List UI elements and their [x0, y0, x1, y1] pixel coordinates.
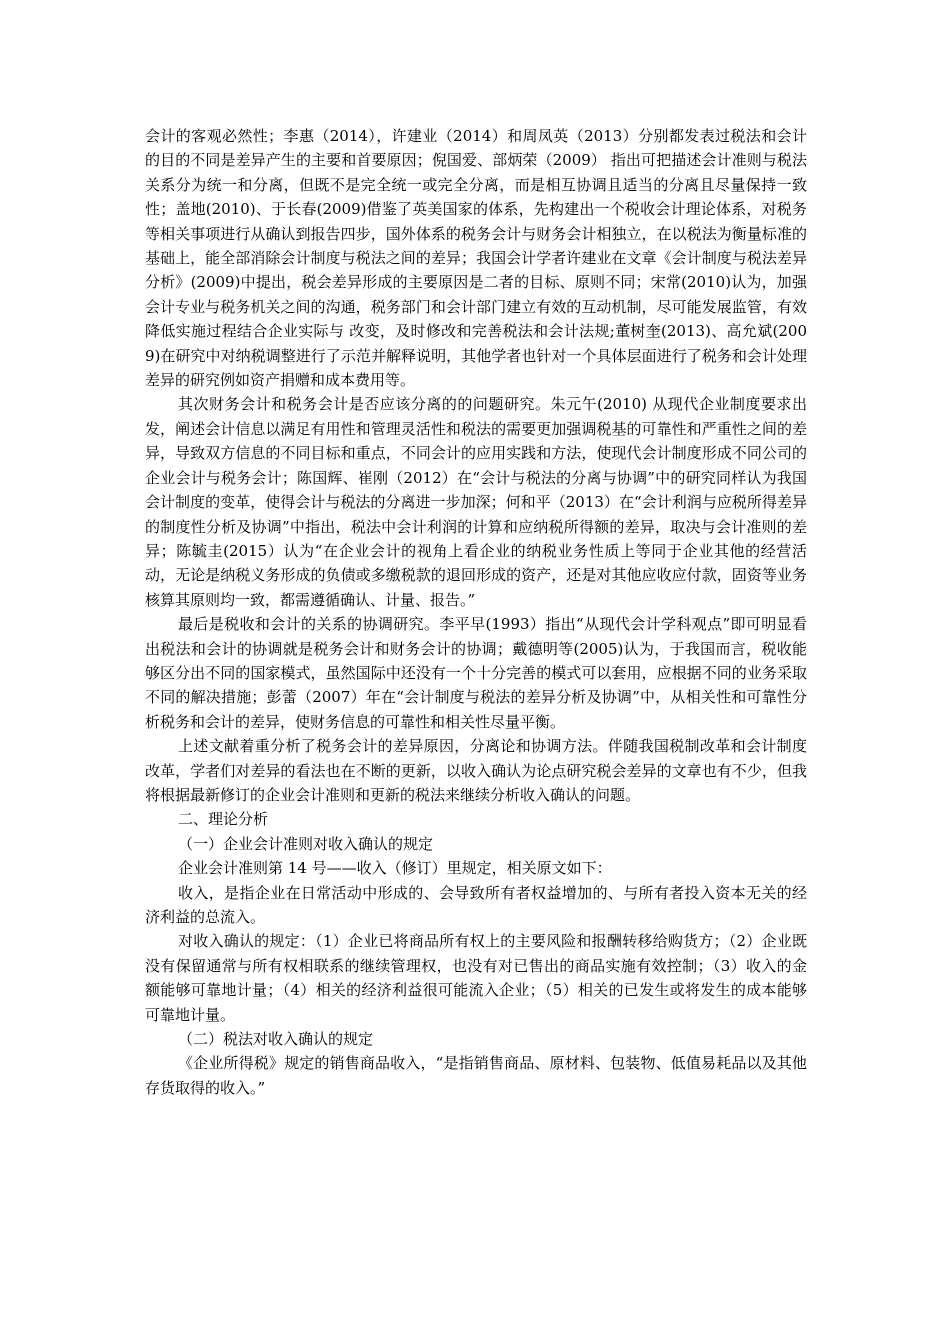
paragraph-review-summary: 上述文献着重分析了税务会计的差异原因，分离论和协调方法。伴随我国税制改革和会计制度改革，学者们对差异的看法也在不断的更新，以收入确认为论点研究税会差异的文章也有不少，但我将根据最新修订的企业会计准则和更新的税法来继续分析收入确认的问题。 — [145, 737, 807, 804]
subsection-heading-accounting-standard: （一）企业会计准则对收入确认的规定 — [178, 834, 434, 853]
paragraph-revenue-definition: 收入，是指企业在日常活动中形成的、会导致所有者权益增加的、与所有者投入资本无关的经济利益的总流入。 — [145, 883, 807, 926]
subsection-heading-tax-law: （二）税法对收入确认的规定 — [178, 1030, 374, 1049]
paragraph-revenue-recognition-rules: 对收入确认的规定：（1）企业已将商品所有权上的主要风险和报酬转移给购货方；（2）企业既没有保留通常与所有权相联系的继续管理权，也没有对已售出的商品实施有效控制；（3）收入的金额能够可靠地计量；（4）相关的经济利益很可能流入企业；（5）相关的已发生或将发生的成本能够可靠地计量。 — [145, 932, 807, 1024]
paragraph-separation-research: 其次财务会计和税务会计是否应该分离的的问题研究。朱元午(2010) 从现代企业制度要求出发，阐述会计信息以满足有用性和管理灵活性和税法的需要更加强调税基的可靠性和严重性之间的差异，导致双方信息的不同目标和重点，不同会计的应用实践和方法，使现代会计制度形成不同公司的企业会计与税务会计；陈国辉、崔刚（2012）在“会计与税法的分离与协调”中的研究同样认为我国会计制度的变革，使得会计与税法的分离进一步加深；何和平（2013）在“会计利润与应税所得差异的制度性分析及协调”中指出，税法中会计利润的计算和应纳税所得额的差异，取决与会计准则的差异；陈毓圭(2015）认为“在企业会计的视角上看企业的纳税业务性质上等同于企业其他的经营活动，无论是纳税义务形成的负债或多缴税款的退回形成的资产，还是对其他应收应付款，固资等业务核算其原则均一致，都需遵循确认、计量、报告。” — [145, 395, 807, 609]
paragraph-tax-sales-revenue: 《企业所得税》规定的销售商品收入，“是指销售商品、原材料、包装物、低值易耗品以及其他存货取得的收入。” — [145, 1054, 807, 1097]
paragraph-coordination-research: 最后是税收和会计的关系的协调研究。李平早(1993）指出“从现代会计学科观点”即可明显看出税法和会计的协调就是税务会计和财务会计的协调；戴德明等(2005)认为，于我国而言，税收能够区分出不同的国家模式，虽然国际中还没有一个十分完善的模式可以套用，应根据不同的业务采取不同的解决措施；彭蕾（2007）年在“会计制度与税法的差异分析及协调”中，从相关性和可靠性分析税务和会计的差异，使财务信息的可靠性和相关性尽量平衡。 — [145, 615, 807, 731]
document-page — [145, 124, 807, 1100]
section-heading-theory: 二、理论分析 — [178, 810, 269, 829]
standard-14-intro: 企业会计准则第 14 号——收入（修订）里规定，相关原文如下： — [178, 859, 612, 878]
paragraph-literature-review-1: 会计的客观必然性；李惠（2014），许建业（2014）和周凤英（2013）分别都发表过税法和会计的目的不同是差异产生的主要和首要原因；倪国爱、部炳荣（2009） 指出可把描述会计准则与税法关系分为统一和分离，但既不是完全统一或完全分离，而是相互协调且适当的分离且尽量保持一致性；盖地(2010)、于长春(2009)借鉴了英美国家的体系，先构建出一个税收会计理论体系，对税务等相关事项进行从确认到报告四步，国外体系的税务会计与财务会计相独立，在以税法为衡量标准的基础上，能全部消除会计制度与税法之间的差异；我国会计学者许建业在文章《会计制度与税法差异分析》(2009)中提出，税会差异形成的主要原因是二者的目标、原则不同；宋常(2010)认为，加强会计专业与税务机关之间的沟通，税务部门和会计部门建立有效的互动机制，尽可能发展监管，有效降低实施过程结合企业实际与 改变，及时修改和完善税法和会计法规;董树奎(2013)、高允斌(2009)在研究中对纳税调整进行了示范并解释说明，其他学者也针对一个具体层面进行了税务和会计处理差异的研究例如资产捐赠和成本费用等。 — [145, 127, 807, 390]
